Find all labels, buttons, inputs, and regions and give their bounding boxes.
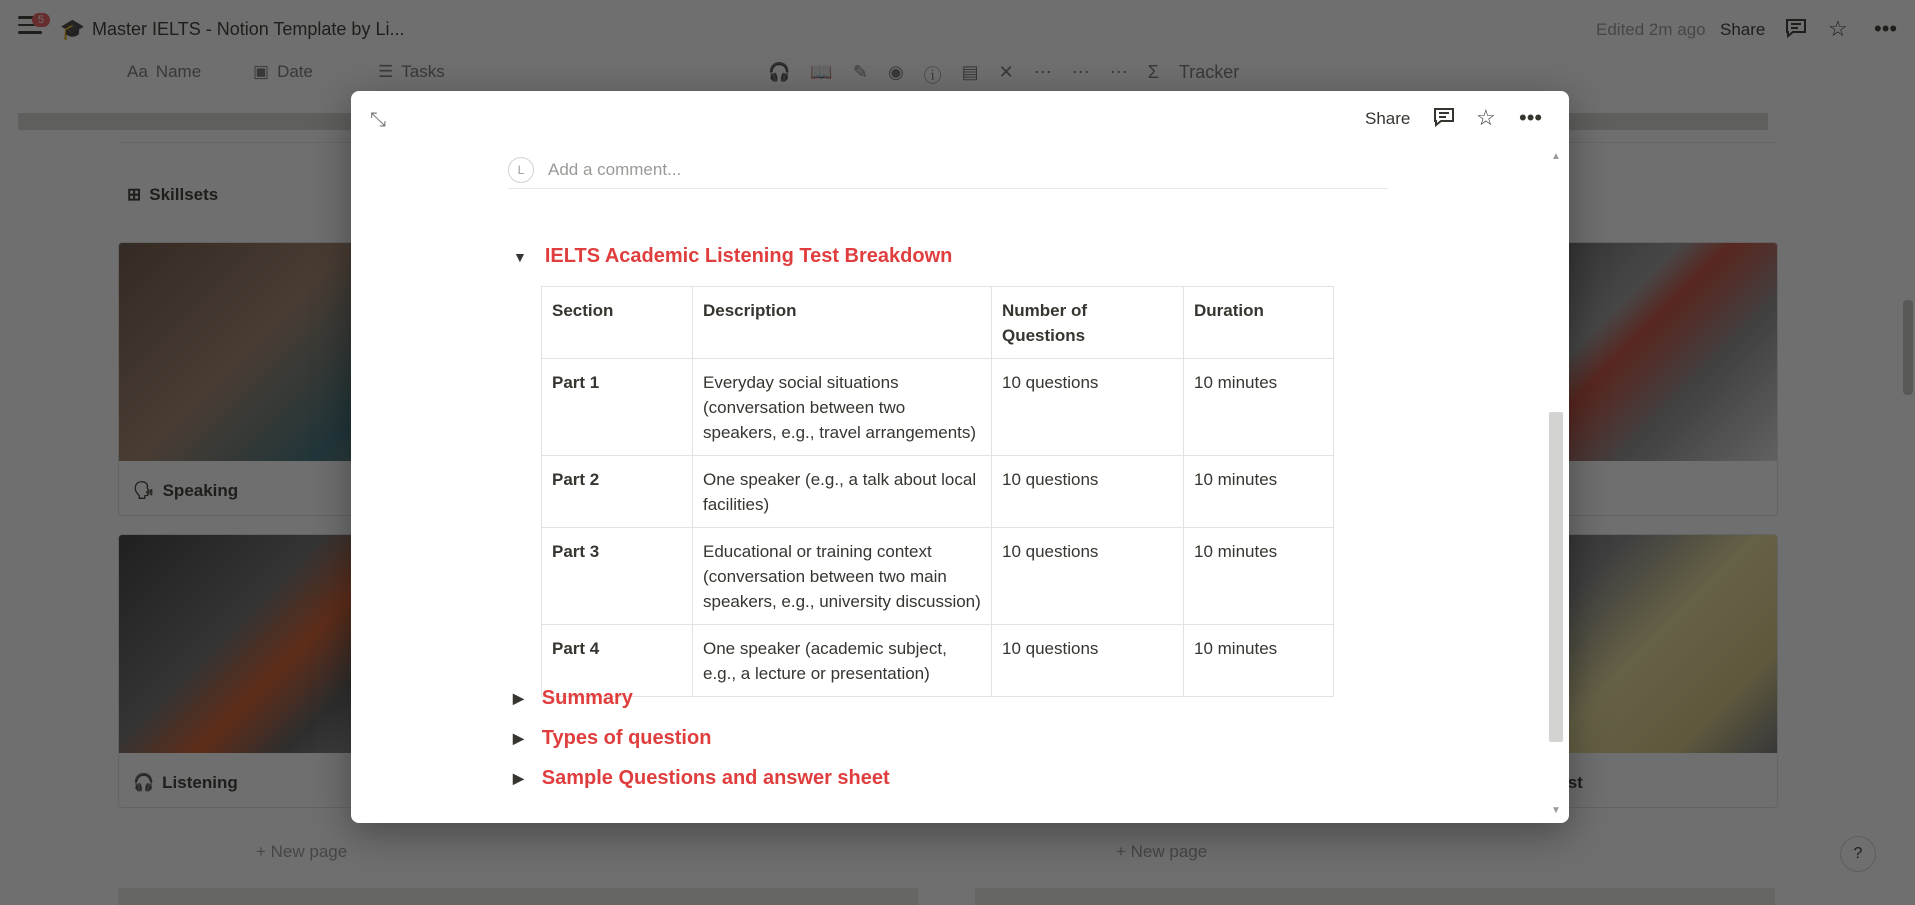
cell-description[interactable]: One speaker (e.g., a talk about local facilities)	[693, 456, 992, 528]
header-questions[interactable]: Number of Questions	[992, 287, 1184, 359]
avatar: L	[508, 157, 534, 183]
comment-box[interactable]	[508, 152, 1388, 189]
expand-icon[interactable]: ⤡	[370, 109, 386, 131]
cell-description[interactable]: One speaker (academic subject, e.g., a lecture or presentation)	[693, 625, 992, 697]
toggle-types-of-question[interactable]: ▶ Types of question	[513, 727, 712, 749]
table-row	[542, 528, 1334, 625]
modal-share-button[interactable]: Share	[1365, 109, 1411, 128]
modal-star-icon[interactable]: ☆	[1476, 105, 1496, 130]
cell-section[interactable]: Part 2	[542, 456, 693, 528]
cell-duration[interactable]: 10 minutes	[1184, 456, 1334, 528]
table-row	[542, 625, 1334, 697]
header-description[interactable]: Description	[693, 287, 992, 359]
cell-questions[interactable]: 10 questions	[992, 359, 1184, 456]
toggle-closed-icon[interactable]: ▶	[513, 730, 524, 746]
table-header-row	[542, 287, 1334, 359]
toggle-summary[interactable]: ▶ Summary	[513, 687, 633, 709]
scroll-up-icon[interactable]: ▲	[1551, 151, 1561, 162]
cell-description[interactable]: Everyday social situations (conversation between two speakers, e.g., travel arrangements)	[693, 359, 992, 456]
page-peek-modal	[351, 91, 1569, 823]
toggle-open-icon[interactable]: ▼	[513, 248, 527, 265]
cell-duration[interactable]: 10 minutes	[1184, 528, 1334, 625]
header-duration[interactable]: Duration	[1184, 287, 1334, 359]
toggle-breakdown[interactable]: ▼ IELTS Academic Listening Test Breakdown	[513, 245, 953, 267]
scroll-down-icon[interactable]: ▼	[1551, 805, 1561, 816]
table-row	[542, 359, 1334, 456]
toggle-closed-icon[interactable]: ▶	[513, 690, 524, 706]
cell-duration[interactable]: 10 minutes	[1184, 625, 1334, 697]
toggle-sample-questions[interactable]: ▶ Sample Questions and answer sheet	[513, 767, 890, 789]
modal-comment-icon[interactable]	[1432, 105, 1456, 135]
table-row	[542, 456, 1334, 528]
cell-questions[interactable]: 10 questions	[992, 456, 1184, 528]
modal-more-icon[interactable]: •••	[1519, 105, 1543, 130]
cell-questions[interactable]: 10 questions	[992, 528, 1184, 625]
toggle-closed-icon[interactable]: ▶	[513, 770, 524, 786]
cell-section[interactable]: Part 4	[542, 625, 693, 697]
cell-section[interactable]: Part 3	[542, 528, 693, 625]
listening-breakdown-table	[541, 286, 1334, 697]
comment-input[interactable]: Add a comment...	[548, 160, 682, 179]
cell-duration[interactable]: 10 minutes	[1184, 359, 1334, 456]
cell-description[interactable]: Educational or training context (conversation between two main speakers, e.g., university discussion)	[693, 528, 992, 625]
modal-scrollbar[interactable]	[1549, 412, 1563, 742]
header-section[interactable]: Section	[542, 287, 693, 359]
cell-section[interactable]: Part 1	[542, 359, 693, 456]
cell-questions[interactable]: 10 questions	[992, 625, 1184, 697]
